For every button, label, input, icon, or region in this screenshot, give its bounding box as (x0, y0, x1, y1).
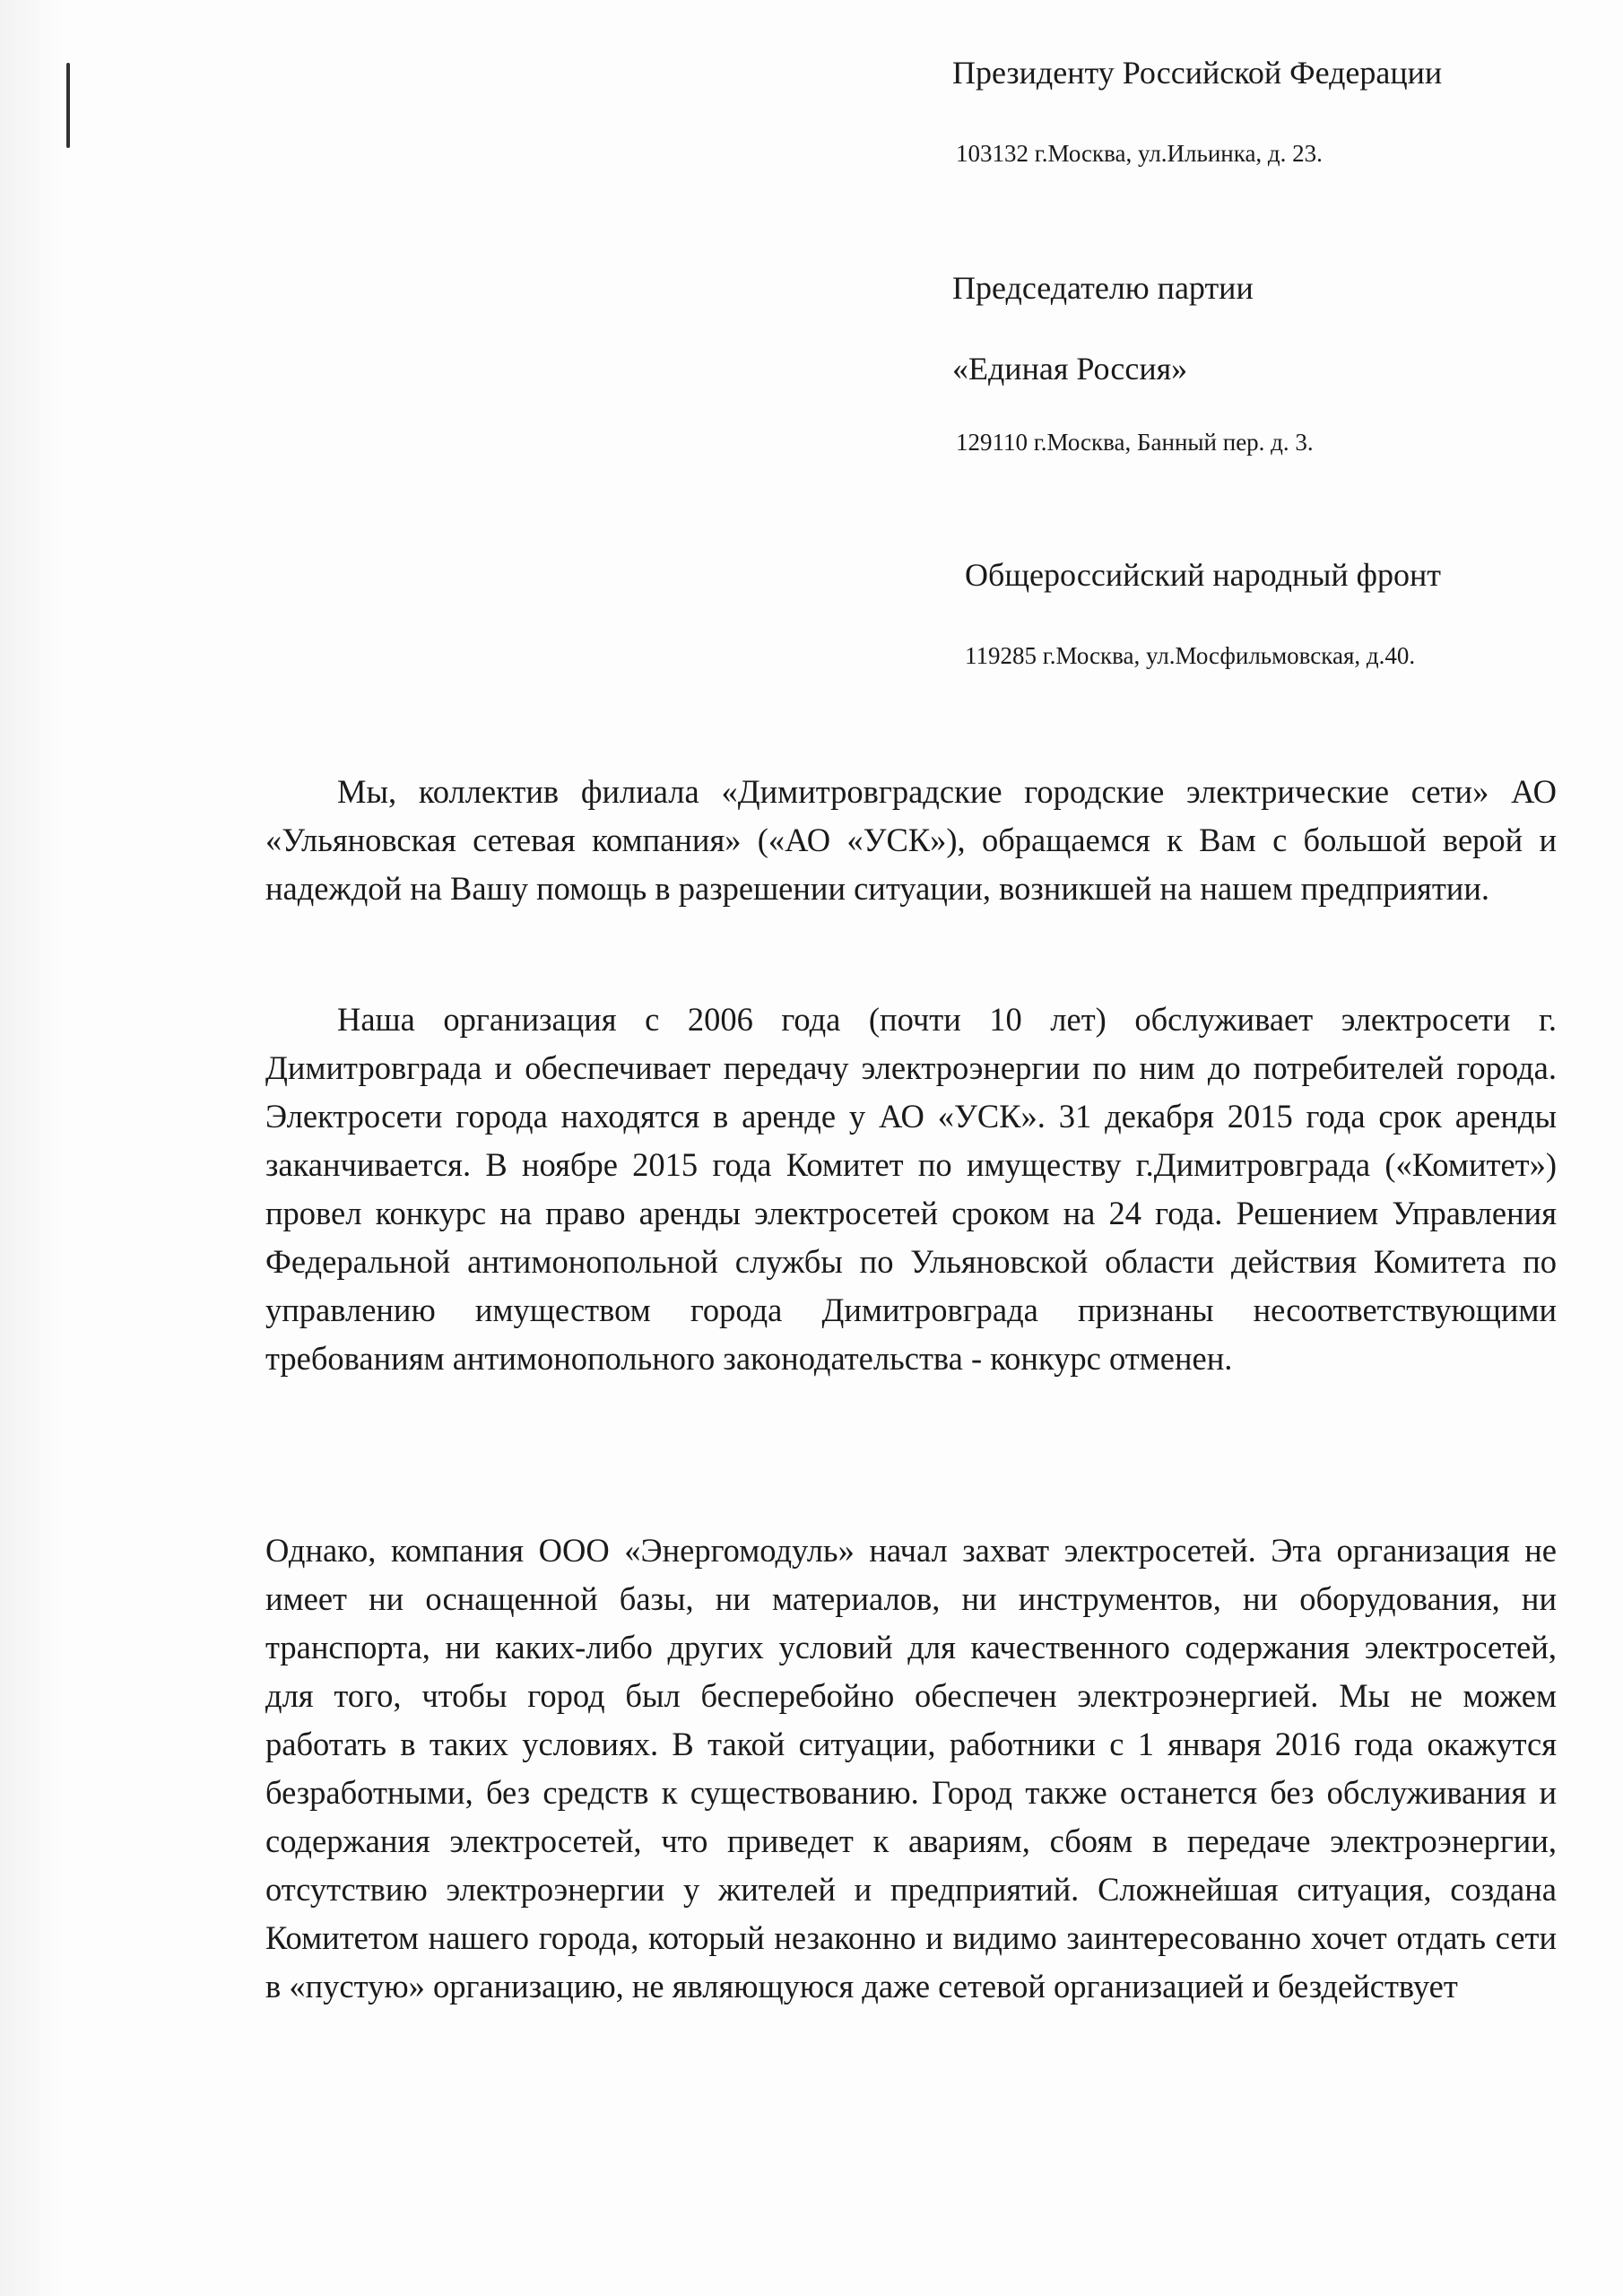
addressee-3-name: Общероссийский народный фронт (965, 557, 1441, 593)
paragraph-3: Однако, компания ООО «Энергомодуль» начал захват электросетей. Эта организация не имеет ни оснащенной базы, ни материалов, ни инструментов, ни оборудования, ни транспорта, ни каких-либо других условий для качественного содержания электросетей, для того, чтобы город был бесперебойно обеспечен электроэнергией. Мы не можем работать в таких условиях. В такой ситуации, работники с 1 января 2016 года окажутся безработными, без средств к существованию. Город также останется без обслуживания и содержания электросетей, что приведет к авариям, сбоям в передаче электроэнергии, отсутствию электроэнергии у жителей и предприятий. Сложнейшая ситуация, создана Комитетом нашего города, который незаконно и видимо заинтересованно хочет отдать сети в «пустую» организацию, не являющуюся даже сетевой организацией и бездействует (265, 1532, 1557, 2005)
addressee-1-address: 103132 г.Москва, ул.Ильинка, д. 23. (956, 140, 1323, 167)
addressee-2-name-line-1: Председателю партии (952, 270, 1254, 306)
addressee-1-name: Президенту Российской Федерации (952, 55, 1443, 91)
scan-artifact-mark (66, 63, 70, 148)
addressee-2-address: 129110 г.Москва, Банный пер. д. 3. (956, 429, 1314, 456)
scan-edge-shadow (0, 0, 63, 2296)
addressee-3-address: 119285 г.Москва, ул.Мосфильмовская, д.40. (965, 642, 1416, 669)
addressee-2-name-line-2: «Единая Россия» (952, 351, 1188, 387)
paragraph-1: Мы, коллектив филиала «Димитровградские городские электрические сети» АО «Ульяновская сетевая компания» («АО «УСК»), обращаемся к Вам с большой верой и надеждой на Вашу помощь в разрешении ситуации, возникшей на нашем предприятии. (265, 773, 1557, 907)
paragraph-2: Наша организация с 2006 года (почти 10 лет) обслуживает электросети г. Димитровграда и обеспечивает передачу электроэнергии по ним до потребителей города. Электросети города находятся в аренде у АО «УСК». 31 декабря 2015 года срок аренды заканчивается. В ноябре 2015 года Комитет по имуществу г.Димитровграда («Комитет») провел конкурс на право аренды электросетей сроком на 24 года. Решением Управления Федеральной антимонопольной службы по Ульяновской области действия Комитета по управлению имуществом города Димитровграда признаны несоответствующими требованиям антимонопольного законодательства - конкурс отменен. (265, 1001, 1557, 1377)
